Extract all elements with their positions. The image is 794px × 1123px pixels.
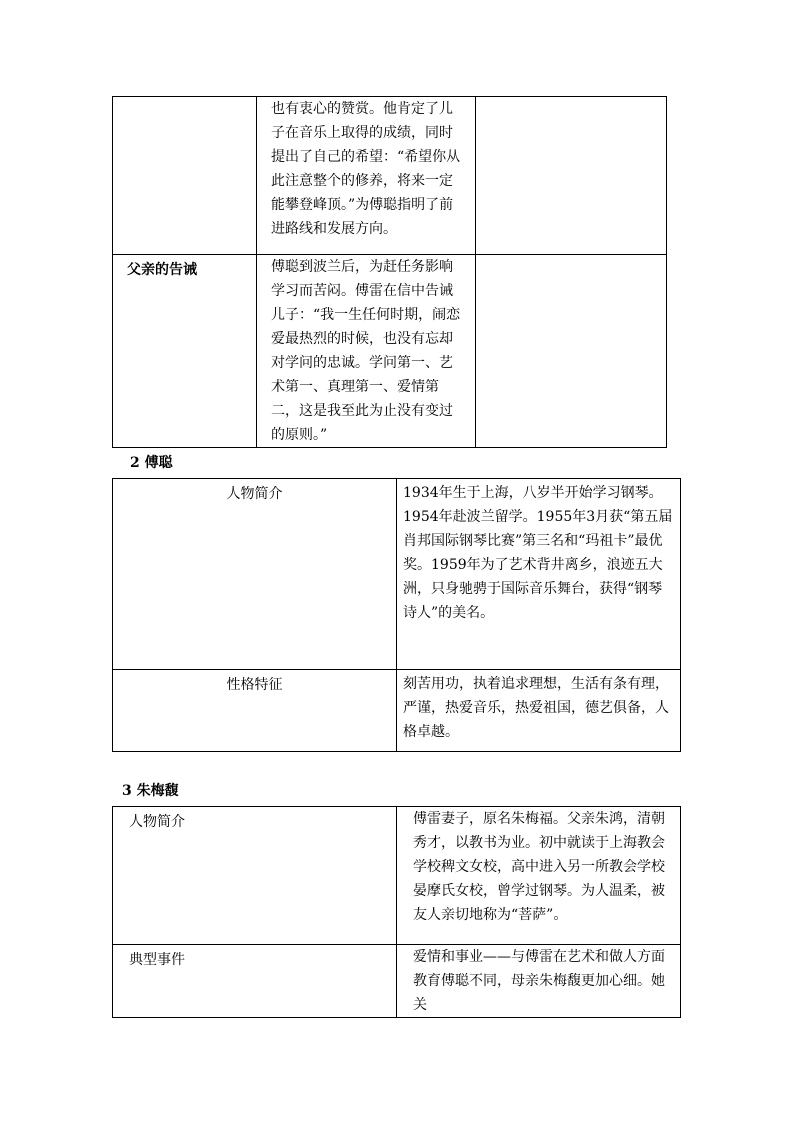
intro-text: 1934年生于上海，八岁半开始学习钢琴。1954年赴波兰留学。1955年3月获“第五届肖邦国际钢琴比赛”第三名和“玛祖卡”最优奖。1959年为了艺术背井离乡，浪迹五大洲，只身驰骋于国际音乐舞台，获得“钢琴诗人”的美名。: [403, 485, 673, 621]
trait-text: 刻苦用功，执着追求理想，生活有条有理，严谨，热爱音乐，热爱祖国，德艺俱备，人格卓越。: [403, 676, 669, 740]
table-row: [113, 255, 667, 448]
intro-label: 人物简介: [129, 814, 185, 830]
father-advice-text: 傅聪到波兰后，为赶任务影响学习而苦闷。傅雷在信中告诫儿子：“我一生任何时期，闹恋爱最热烈的时候，也没有忘却对学问的忠诚。学问第一、艺术第一、真理第一、爱情第二，这是我至此为止没有变过的原则。”: [271, 259, 461, 443]
intro-text: 傅雷妻子，原名朱梅福。父亲朱鸿，清朝秀才，以教书为业。初中就读于上海教会学校稗文女校，高中进入另一所教会学校晏摩氏女校，曾学过钢琴。为人温柔，被友人亲切地称为“菩萨”。: [413, 811, 665, 923]
father-table: [112, 96, 667, 448]
table-cell-label: [113, 945, 397, 1018]
table-cell-text: [257, 97, 476, 255]
table-cell-text: [257, 255, 476, 448]
trait-label: 性格特征: [226, 677, 283, 693]
table-cell-label: [113, 97, 257, 255]
table-cell-label: [113, 807, 397, 945]
table-cell-text: [397, 670, 681, 752]
section-heading-fucong: 2 傅聪: [130, 455, 173, 471]
table-cell-text: [397, 479, 681, 670]
table-cell-note: [476, 255, 667, 448]
table-row: [113, 945, 681, 1018]
table-cell-label: [113, 255, 257, 448]
table-cell-label: [113, 479, 397, 670]
table-cell-text: [397, 807, 681, 945]
table-cell-label: [113, 670, 397, 752]
father-praise-text: 也有衷心的赞赏。他肯定了儿子在音乐上取得的成绩，同时提出了自己的希望：“希望你从此注意整个的修养，将来一定能攀登峰顶。”为傅聪指明了前进路线和发展方向。: [271, 101, 461, 237]
table-cell-text: [397, 945, 681, 1018]
table-row: [113, 670, 681, 752]
zhumeifu-table: [112, 806, 681, 1018]
intro-label: 人物简介: [226, 486, 283, 502]
table-row: [113, 97, 667, 255]
father-advice-label: 父亲的告诫: [127, 262, 197, 278]
event-text: 爱情和事业——与傅雷在艺术和做人方面教育傅聪不同，母亲朱梅馥更加心细。她关: [413, 949, 665, 1013]
table-cell-note: [476, 97, 667, 255]
table-row: [113, 807, 681, 945]
event-label: 典型事件: [129, 952, 185, 968]
table-row: [113, 479, 681, 670]
section-heading-zhumeifu: 3 朱梅馥: [122, 783, 179, 799]
fucong-table: [112, 478, 681, 752]
